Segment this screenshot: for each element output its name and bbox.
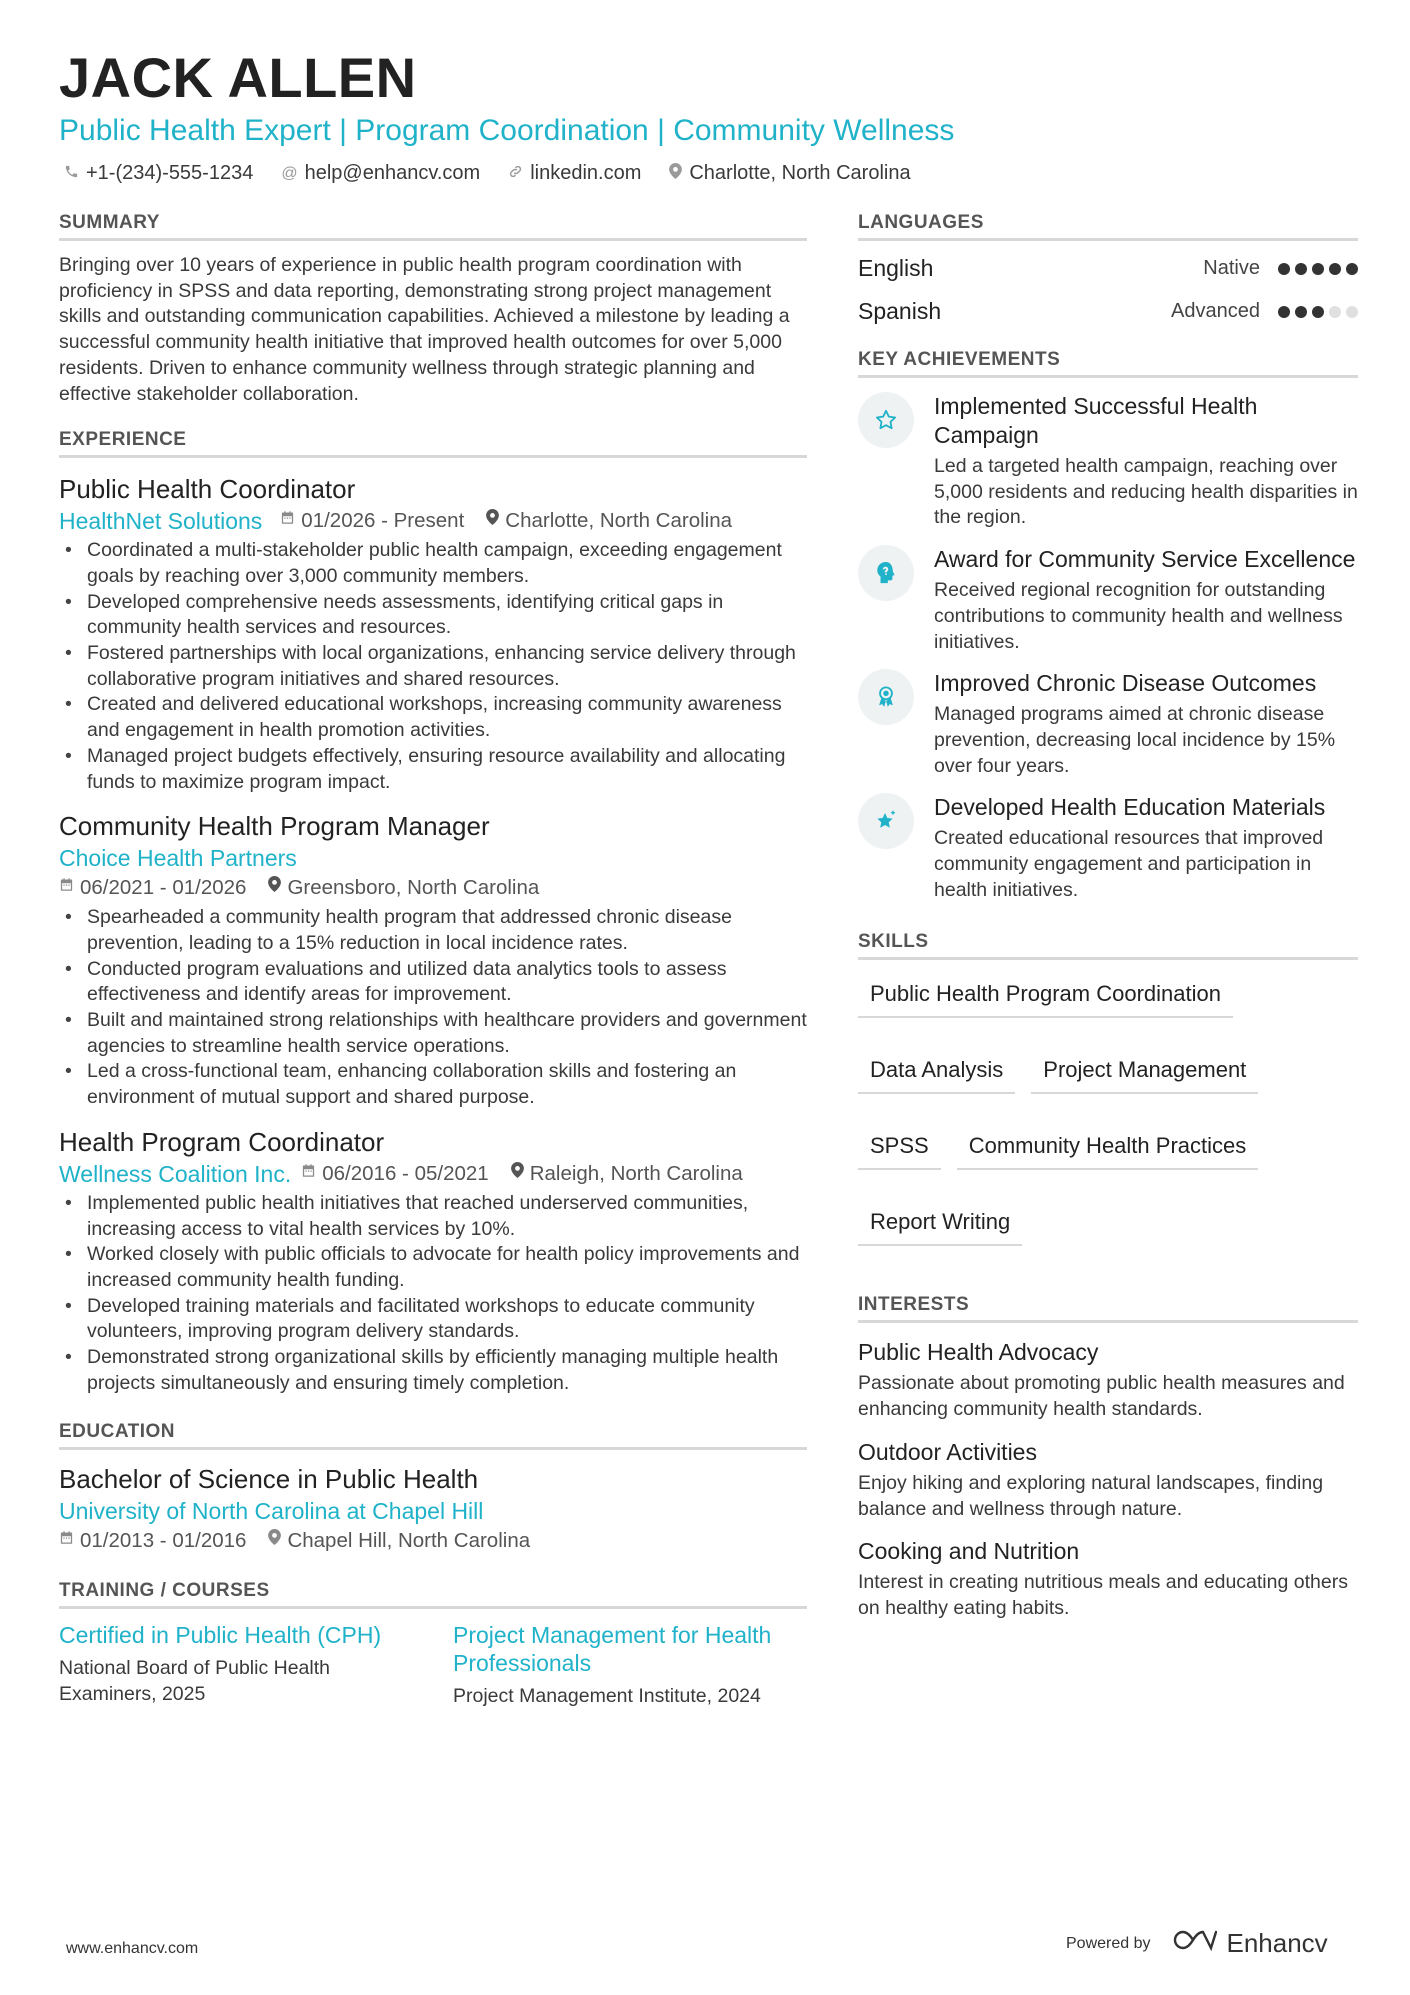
phone-icon <box>64 164 79 184</box>
company-name: Choice Health Partners <box>59 845 297 872</box>
achievement-item <box>858 793 1358 903</box>
job-dates-text: 06/2016 - 05/2021 <box>322 1161 489 1185</box>
rating-dots <box>1278 306 1358 318</box>
course-desc: National Board of Public Health Examiners, 2025 <box>59 1656 330 1705</box>
job-entry <box>59 809 807 1111</box>
star-sparkle-icon <box>858 793 914 849</box>
rating-dots <box>1278 263 1358 275</box>
rating-dot-filled <box>1278 306 1290 318</box>
education-location-text: Chapel Hill, North Carolina <box>287 1528 531 1552</box>
contact-phone[interactable] <box>64 162 253 185</box>
course-item <box>59 1621 411 1709</box>
contact-row <box>64 162 911 185</box>
job-location <box>511 1159 743 1189</box>
left-column <box>59 212 807 1709</box>
award-ribbon-icon <box>858 669 914 725</box>
skill-tag: Report Writing <box>858 1202 1022 1246</box>
job-company-row <box>59 843 807 873</box>
rating-dot-filled <box>1278 263 1290 275</box>
contact-location <box>669 162 910 185</box>
education-school: University of North Carolina at Chapel Hill <box>59 1497 484 1524</box>
achievement-item <box>858 545 1358 655</box>
language-list <box>858 247 1358 333</box>
job-meta <box>59 873 807 903</box>
bullet-item: • Worked closely with public officials to advocate for health policy improvements and increased community health funding. <box>59 1242 807 1293</box>
location-pin-icon <box>268 1526 281 1556</box>
powered-by-text: Powered by <box>1066 1934 1151 1952</box>
interest-desc: Enjoy hiking and exploring natural landscapes, finding balance and wellness through nature. <box>858 1471 1324 1520</box>
job-dates <box>301 1159 488 1189</box>
job-meta <box>59 1159 807 1189</box>
education-degree: Bachelor of Science in Public Health <box>59 1463 479 1494</box>
rating-dot-filled <box>1295 263 1307 275</box>
skill-tag: SPSS <box>858 1126 941 1170</box>
interest-title: Cooking and Nutrition <box>858 1538 1080 1565</box>
summary-title: SUMMARY <box>59 212 807 241</box>
phone-text: +1-(234)-555-1234 <box>86 162 254 184</box>
contact-linkedin[interactable] <box>508 162 641 185</box>
achievement-desc: Led a targeted health campaign, reaching over 5,000 residents and reducing health disparities in the region. <box>934 455 1358 529</box>
job-entry <box>59 1125 807 1397</box>
achievement-desc: Managed programs aimed at chronic disease prevention, decreasing local incidence by 15% over four years. <box>934 703 1336 777</box>
location-pin-icon <box>511 1159 524 1189</box>
skill-tag: Community Health Practices <box>957 1126 1259 1170</box>
course-list <box>59 1621 807 1709</box>
interest-desc: Passionate about promoting public health measures and enhancing community health standards. <box>858 1372 1345 1421</box>
footer-branding <box>1066 1928 1328 1959</box>
interests-title: INTERESTS <box>858 1294 1358 1323</box>
education-meta <box>59 1526 807 1556</box>
enhancv-logo-icon <box>1171 1928 1217 1959</box>
achievement-item <box>858 669 1358 779</box>
calendar-icon <box>280 506 295 536</box>
training-title: TRAINING / COURSES <box>59 1580 807 1609</box>
experience-title: EXPERIENCE <box>59 429 807 458</box>
bullet-item: • Demonstrated strong organizational skills by efficiently managing multiple health projects simultaneously and ensuring timely completion. <box>59 1345 807 1396</box>
summary-text: Bringing over 10 years of experience in public health program coordination with proficiency in SPSS and data reporting, demonstrating strong project management skills and outstanding communication capabilities. Achieved a milestone by leading a successful community health initiative that improved health outcomes for over 5,000 residents. Driven to enhance community wellness through strategic planning and effective stakeholder collaboration. <box>59 254 790 405</box>
job-dates-text: 01/2026 - Present <box>301 509 465 533</box>
job-location <box>268 873 539 903</box>
language-proficiency <box>1203 257 1358 280</box>
brand-name: Enhancv <box>1226 1928 1328 1958</box>
job-location <box>486 506 732 536</box>
bullet-item: • Coordinated a multi-stakeholder public health campaign, exceeding engagement goals by reaching over 3,000 community members. <box>59 538 807 589</box>
skill-tag: Data Analysis <box>858 1050 1015 1094</box>
rating-dot-filled <box>1312 306 1324 318</box>
at-icon: @ <box>281 164 298 182</box>
course-desc: Project Management Institute, 2024 <box>453 1684 761 1707</box>
location-pin-icon <box>268 873 281 903</box>
job-bullets <box>59 538 807 795</box>
language-proficiency <box>1171 300 1358 323</box>
achievement-item <box>858 392 1358 531</box>
candidate-name: JACK ALLEN <box>59 46 417 109</box>
contact-email[interactable] <box>281 162 480 185</box>
headline: Public Health Expert | Program Coordination | Community Wellness <box>59 114 955 147</box>
brand-logo[interactable] <box>1171 1928 1328 1959</box>
achievements-title: KEY ACHIEVEMENTS <box>858 349 1358 378</box>
star-outline-icon <box>858 392 914 448</box>
skill-list <box>858 974 1358 1246</box>
language-name: Spanish <box>858 298 942 324</box>
job-title: Health Program Coordinator <box>59 1126 385 1157</box>
course-item <box>453 1621 805 1709</box>
job-meta <box>59 506 807 536</box>
rating-dot-filled <box>1346 263 1358 275</box>
calendar-icon <box>301 1159 316 1189</box>
job-location-text: Greensboro, North Carolina <box>287 876 540 900</box>
course-title: Certified in Public Health (CPH) <box>59 1621 382 1648</box>
job-dates-text: 06/2021 - 01/2026 <box>80 876 247 900</box>
head-idea-icon <box>858 545 914 601</box>
language-name: English <box>858 255 934 281</box>
rating-dot-filled <box>1329 263 1341 275</box>
right-column <box>858 212 1358 1622</box>
education-location <box>268 1526 530 1556</box>
achievement-desc: Received regional recognition for outstanding contributions to community health and wellness initiatives. <box>934 579 1343 653</box>
rating-dot-filled <box>1295 306 1307 318</box>
company-name: HealthNet Solutions <box>59 508 263 535</box>
location-pin-icon <box>486 506 499 536</box>
bullet-item: • Conducted program evaluations and utilized data analytics tools to assess effectiveness and identify areas for improvement. <box>59 957 807 1008</box>
achievement-desc: Created educational resources that improved community engagement and participation in health initiatives. <box>934 827 1324 901</box>
calendar-icon <box>59 873 74 903</box>
rating-dot-empty <box>1329 306 1341 318</box>
education-dates <box>59 1526 246 1556</box>
language-level: Native <box>1203 257 1260 279</box>
location-text: Charlotte, North Carolina <box>689 162 911 184</box>
bullet-item: • Managed project budgets effectively, ensuring resource availability and allocating funds to maximize program impact. <box>59 744 807 795</box>
languages-title: LANGUAGES <box>858 212 1358 241</box>
language-row <box>858 247 1358 290</box>
language-level: Advanced <box>1171 300 1260 322</box>
location-pin-icon <box>669 163 682 184</box>
interest-title: Outdoor Activities <box>858 1438 1037 1465</box>
footer-website[interactable]: www.enhancv.com <box>66 1940 199 1957</box>
education-title: EDUCATION <box>59 1421 807 1450</box>
skill-tag: Project Management <box>1031 1050 1258 1094</box>
bullet-item: • Fostered partnerships with local organizations, enhancing service delivery through collaborative program initiatives and shared resources. <box>59 641 807 692</box>
link-icon <box>508 164 523 184</box>
achievement-title: Developed Health Education Materials <box>934 794 1326 821</box>
achievement-title: Improved Chronic Disease Outcomes <box>934 670 1317 697</box>
job-title: Community Health Program Manager <box>59 811 490 842</box>
bullet-item: • Led a cross-functional team, enhancing collaboration skills and fostering an environment of mutual support and shared purpose. <box>59 1059 807 1110</box>
job-dates <box>280 506 464 536</box>
email-text: help@enhancv.com <box>304 162 481 184</box>
bullet-item: • Developed comprehensive needs assessments, identifying critical gaps in community health services and resources. <box>59 590 807 641</box>
course-title: Project Management for Health Professionals <box>453 1621 772 1676</box>
bullet-item: • Developed training materials and facilitated workshops to educate community volunteers, improving program delivery standards. <box>59 1294 807 1345</box>
achievement-title: Award for Community Service Excellence <box>934 546 1356 573</box>
job-bullets <box>59 905 807 1111</box>
interest-list <box>858 1337 1358 1621</box>
bullet-item: • Created and delivered educational workshops, increasing community awareness and engagement in health promotion activities. <box>59 692 807 743</box>
bullet-item: • Spearheaded a community health program that addressed chronic disease prevention, leading to a 15% reduction in local incidence rates. <box>59 905 807 956</box>
job-entry <box>59 472 807 795</box>
interest-desc: Interest in creating nutritious meals and educating others on healthy eating habits. <box>858 1571 1348 1619</box>
interest-title: Public Health Advocacy <box>858 1339 1099 1366</box>
bullet-item: • Built and maintained strong relationships with healthcare providers and government agencies to streamline health service operations. <box>59 1008 807 1059</box>
rating-dot-empty <box>1346 306 1358 318</box>
job-dates <box>59 873 246 903</box>
education-dates-text: 01/2013 - 01/2016 <box>80 1528 247 1552</box>
job-title: Public Health Coordinator <box>59 474 356 505</box>
job-location-text: Charlotte, North Carolina <box>505 509 733 533</box>
language-row <box>858 290 1358 333</box>
rating-dot-filled <box>1312 263 1324 275</box>
bullet-item: • Implemented public health initiatives that reached underserved communities, increasing access to vital health services by 10%. <box>59 1191 807 1242</box>
skills-title: SKILLS <box>858 931 1358 960</box>
job-location-text: Raleigh, North Carolina <box>529 1161 743 1185</box>
linkedin-text: linkedin.com <box>530 162 642 184</box>
company-name: Wellness Coalition Inc. <box>59 1160 292 1187</box>
achievement-title: Implemented Successful Health Campaign <box>934 393 1258 448</box>
skill-tag: Public Health Program Coordination <box>858 974 1233 1018</box>
calendar-icon <box>59 1526 74 1556</box>
job-bullets <box>59 1191 807 1397</box>
